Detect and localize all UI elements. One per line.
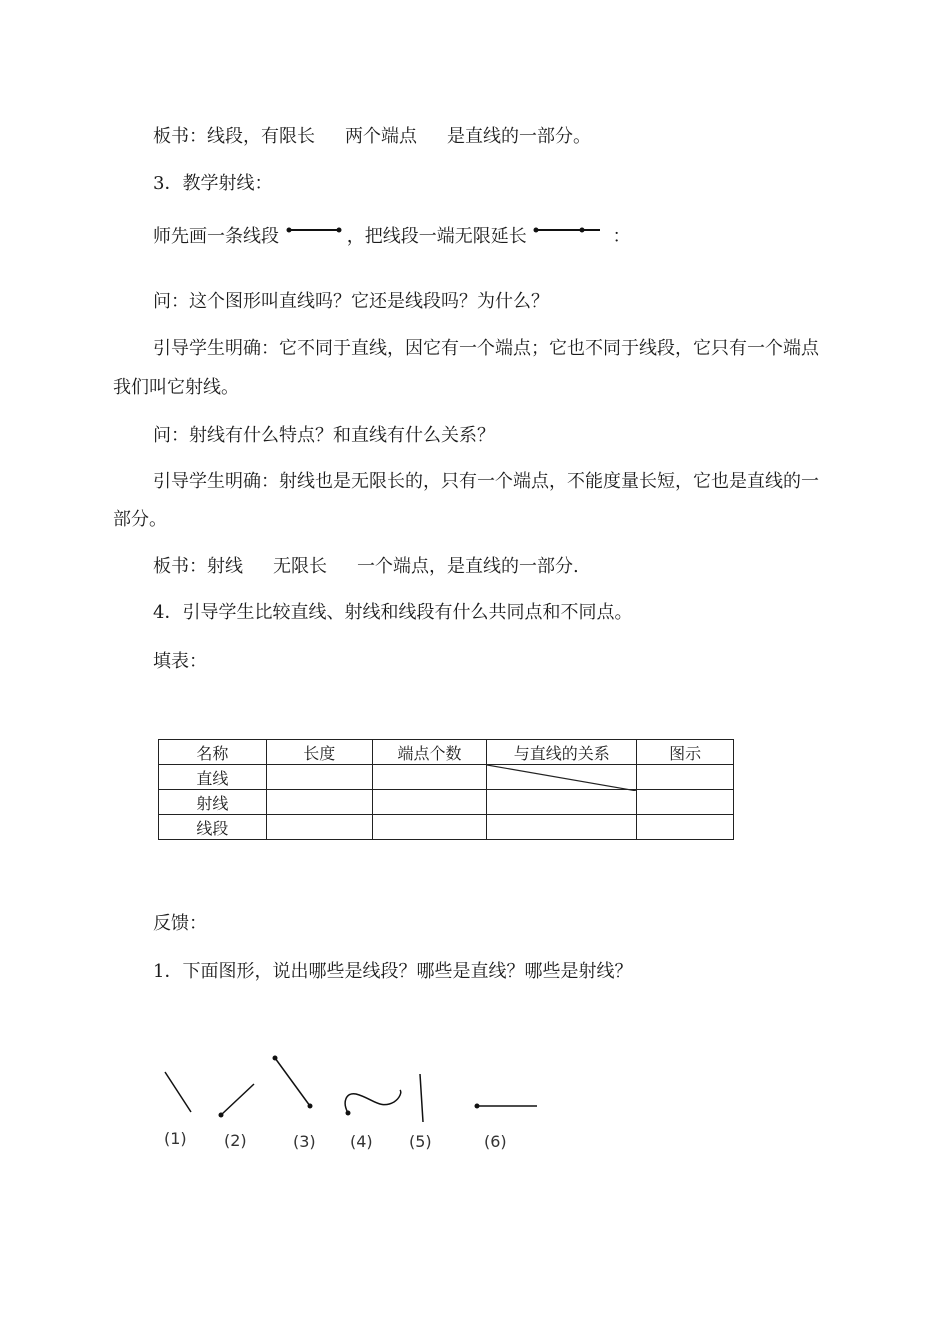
section-3-heading: 3．教学射线： xyxy=(153,173,273,194)
table-row xyxy=(159,765,734,790)
figure-label: (3) xyxy=(293,1132,316,1151)
figure-6-endpoint xyxy=(475,1104,480,1109)
figure-4-curve xyxy=(345,1090,401,1113)
figure-label: (6) xyxy=(484,1132,507,1151)
table-cell xyxy=(487,790,637,815)
figure-2-ray xyxy=(221,1084,254,1115)
guide-1-line-2: 我们叫它射线。 xyxy=(113,377,239,398)
guide-1-line-1: 引导学生明确：它不同于直线，因它有一个端点；它也不同于线段，它只有一个端点 xyxy=(153,338,819,359)
guide-2-line-1: 引导学生明确：射线也是无限长的，只有一个端点，不能度量长短，它也是直线的一 xyxy=(153,471,819,492)
figure-2-endpoint xyxy=(219,1113,224,1118)
table-cell xyxy=(637,765,734,790)
table-header: 长度 xyxy=(266,740,372,765)
line-figures xyxy=(150,1050,570,1130)
table-header: 端点个数 xyxy=(372,740,487,765)
figure-label: (2) xyxy=(224,1131,247,1150)
table-cell xyxy=(637,790,734,815)
table-header-row xyxy=(159,740,734,765)
figure-5-line xyxy=(420,1074,423,1122)
figure-question: 1．下面图形，说出哪些是线段？哪些是直线？哪些是射线？ xyxy=(153,961,633,982)
diagonal-line xyxy=(487,765,637,791)
table-cell xyxy=(487,815,637,840)
table-row xyxy=(159,790,734,815)
segment-drawing xyxy=(285,224,347,244)
row-label: 直线 xyxy=(159,765,267,790)
feedback-heading: 反馈： xyxy=(153,913,207,934)
table-header: 与直线的关系 xyxy=(487,740,637,765)
figure-3-endpoint-a xyxy=(273,1056,278,1061)
board-note-segment: 板书：线段，有限长 两个端点 是直线的一部分。 xyxy=(153,126,591,147)
figure-3-segment xyxy=(275,1058,310,1106)
figure-label: (4) xyxy=(350,1132,373,1151)
table-header: 图示 xyxy=(637,740,734,765)
table-row xyxy=(159,815,734,840)
row-label: 线段 xyxy=(159,815,267,840)
table-header: 名称 xyxy=(159,740,267,765)
table-cell xyxy=(266,790,372,815)
section-4-heading: 4．引导学生比较直线、射线和线段有什么共同点和不同点。 xyxy=(153,602,633,623)
board-note-ray: 板书：射线 无限长 一个端点，是直线的一部分. xyxy=(153,556,579,577)
row-label: 射线 xyxy=(159,790,267,815)
table-cell xyxy=(266,815,372,840)
table-cell xyxy=(372,815,487,840)
question-2: 问：射线有什么特点？和直线有什么关系？ xyxy=(153,425,495,446)
table-cell xyxy=(372,790,487,815)
diagonal-cell xyxy=(487,765,637,790)
draw-segment-text: 师先画一条线段 ，把线段一端无限延长 ： xyxy=(153,226,631,247)
figure-label: (1) xyxy=(164,1129,187,1148)
figure-1-line xyxy=(165,1072,191,1112)
table-cell xyxy=(637,815,734,840)
figure-label: (5) xyxy=(409,1132,432,1151)
fill-table-label: 填表： xyxy=(153,651,207,672)
figure-4-endpoint xyxy=(346,1111,351,1116)
guide-2-line-2: 部分。 xyxy=(113,509,167,530)
table-cell xyxy=(266,765,372,790)
comparison-table xyxy=(158,739,734,840)
question-1: 问：这个图形叫直线吗？它还是线段吗？为什么？ xyxy=(153,291,549,312)
figure-3-endpoint-b xyxy=(308,1104,313,1109)
ray-drawing xyxy=(532,224,612,244)
table-cell xyxy=(372,765,487,790)
